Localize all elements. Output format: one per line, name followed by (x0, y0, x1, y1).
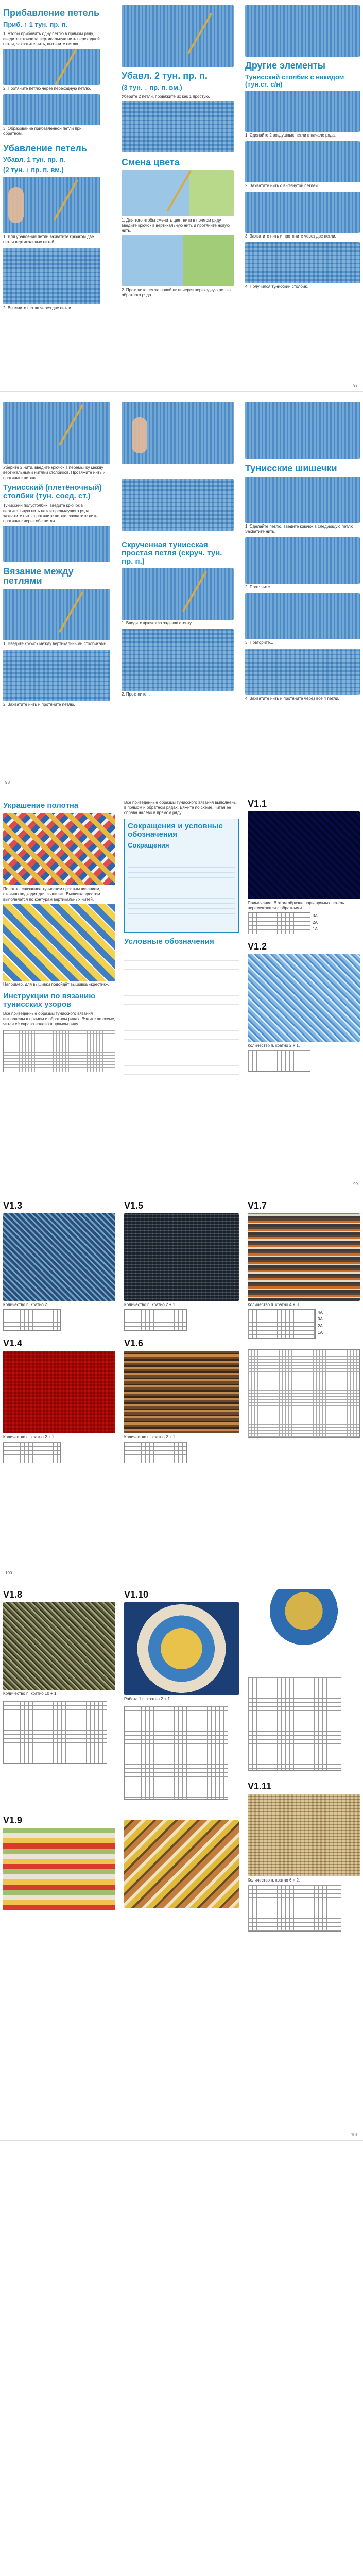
heading-instructions: Инструкции по вязанию тунисских узоров (3, 991, 96, 1009)
hand-icon (132, 417, 147, 453)
subheading-increase: Приб. ↑ 1 тун. пр. п. (3, 20, 67, 28)
heading-other: Другие элементы (245, 60, 326, 71)
swatch-v1-11 (248, 1794, 360, 1876)
pattern-v1-2-label: V1.2 (248, 941, 267, 952)
chart-grid (248, 912, 310, 934)
chart-v1-11 (248, 1885, 341, 1932)
illustration-tunisian-post (3, 526, 110, 562)
heading-increase: Прибавление петель (3, 8, 100, 18)
heading-crossed: Скрученная тунисская простая петля (скруч. тун. пр. п.) (122, 540, 222, 566)
caption-decrease-2: 2. Вытяните петлю через две петли. (3, 305, 73, 310)
text-v1-2: Количество п. кратно 2 + 1. (248, 1043, 300, 1048)
heading-decrease: Убавление петель (3, 143, 87, 154)
column-middle (121, 1589, 242, 1908)
row-label: 1A (313, 927, 318, 931)
subheading-decrease-2: (2 тун. ↓ пр. п. вм.) (3, 166, 64, 174)
text-v1-6: Количество п. кратно 2 + 1. (124, 1435, 177, 1439)
illustration-crossed-2 (122, 629, 234, 691)
illustration-circle-right (248, 1589, 360, 1662)
illustration-crossed-1 (122, 568, 234, 620)
illustration-between-1 (3, 589, 110, 640)
illustration-bobbles-4 (245, 649, 360, 695)
illustration-increase-2 (3, 94, 100, 125)
pattern-v1-5-label: V1.5 (124, 1200, 144, 1211)
text-v1-8: Количество п. кратно 10 + 1. (3, 1691, 58, 1696)
illustration-other-3 (245, 192, 360, 233)
chart-row-labels (313, 912, 318, 933)
subheading-dec2: (3 тун. ↓ пр. п. вм.) (122, 83, 182, 91)
swatch-v1-1 (248, 811, 360, 899)
chart-v1-10 (124, 1706, 228, 1800)
pattern-v1-6-label: V1.6 (124, 1338, 144, 1348)
caption-crossed-1: 1. Введите крючок за заднюю стенку. (122, 621, 193, 626)
caption-color: 2. Протяните петлю новой нити через переходную петлю обратного ряда. (122, 287, 231, 298)
row-label: 1A (318, 1330, 323, 1335)
illustration-color-2 (122, 235, 234, 286)
illustration-p2-top (3, 402, 110, 464)
illustration-middle-top (122, 5, 234, 67)
caption-other-1: 1. Сделайте 2 воздушных петли в начале ряда. (245, 133, 336, 138)
hook-icon (54, 179, 78, 221)
illustration-color-1 (122, 170, 234, 216)
caption-increase-1: 2. Протяните петлю через переходную петлю. (3, 86, 91, 91)
caption-decrease-1: 1. Для убавления петли захватите крючком две петли вертикальных нитей. (3, 234, 94, 244)
swatch-v1-7 (248, 1213, 360, 1301)
text-v1-11: Количество п. кратно 6 + 2. (248, 1878, 300, 1883)
heading-between: Вязание между петлями (3, 566, 74, 586)
caption-increase-2: 3. Образование прибавленной петли при обратном. (3, 126, 82, 136)
illustration-decrease-2 (3, 248, 100, 304)
page-98 (0, 397, 363, 788)
chart-v1-4 (3, 1442, 61, 1463)
swatch-v1-5 (124, 1213, 239, 1301)
pattern-v1-4-label: V1.4 (3, 1338, 23, 1348)
hook-icon (187, 13, 212, 54)
legend-grid (248, 1349, 360, 1438)
subheading-abbr: Сокращения (128, 841, 169, 849)
caption-crossed-2: 2. Протяните... (122, 692, 150, 697)
page-number: 100 (5, 1571, 12, 1575)
text-v1-5: Количество п. кратно 2 + 1. (124, 1302, 177, 1307)
column-right (242, 402, 363, 704)
hook-icon (59, 404, 83, 446)
text-increase: 1. Чтобы прибавить одну петлю в прямом ряду, введите крючок за вертикальную нить переходной петли, захватите нить, вытяните петлю. (3, 31, 100, 46)
column-left (0, 1589, 118, 1910)
column-right (245, 799, 363, 1072)
swatch-v1-6 (124, 1351, 239, 1433)
swatch-v1-4 (3, 1351, 115, 1433)
chart-v1-2 (248, 1050, 310, 1072)
illustration-p2-right-top (245, 402, 360, 459)
swatch-v1-10 (124, 1602, 239, 1695)
column-right (242, 5, 363, 293)
text-dec2: Уберите 2 петли, провяжите их как 1 простую. (122, 94, 210, 99)
illustration-decor-2 (3, 904, 115, 981)
illustration-other-1 (245, 91, 360, 132)
chart-row-labels (318, 1309, 323, 1339)
row-label: 4A (318, 1310, 323, 1315)
caption-bobbles-2: 2. Протяните... (245, 584, 273, 589)
page-number: 98 (5, 780, 10, 785)
column-middle (118, 5, 237, 301)
caption-bobbles-4: 4. Захватите нить и протяните через все 4 петли. (245, 696, 339, 701)
caption-between-2: 2. Захватите нить и протяните петлю. (3, 702, 75, 707)
abbreviation-list (128, 852, 235, 929)
page-number: 99 (353, 1182, 358, 1187)
chart-grid (248, 1309, 316, 1339)
hook-icon (167, 170, 192, 211)
illustration-other-4 (245, 242, 360, 283)
hook-icon (54, 49, 78, 85)
caption-other-4: 4. Получился тунисский столбик. (245, 284, 308, 290)
text-tunisian-post: Тунисский полустолбик: введите крючок в вертикальную нить петли предыдущего ряда, захватите нить, протяните петлю, захватите нить, протяните через обе петли. (3, 503, 99, 523)
page-100 (0, 1195, 363, 1579)
column-left (0, 799, 118, 1072)
text-v1-7: Количество п. кратно 4 + 3. (248, 1302, 300, 1307)
pattern-v1-7-label: V1.7 (248, 1200, 267, 1211)
text-v1-10: Работа 1 п. кратно 2 + 1. (124, 1697, 171, 1701)
text-v1-1: Примечание: В этом образце пары прямых петель перемежаются с обратными. (248, 901, 344, 910)
column-middle (121, 1200, 242, 1463)
diagram-instructions (3, 1030, 115, 1072)
swatch-v1-2 (248, 954, 360, 1042)
hand-icon (8, 187, 24, 223)
chart-v1-10-right (248, 1677, 341, 1771)
column-left (0, 5, 103, 314)
caption-other-3: 3. Захватите нить и протяните через две петли. (245, 234, 336, 239)
caption-other-2: 2. Захватите нить с вытянутой петлей. (245, 183, 319, 189)
column-middle (121, 799, 242, 1083)
illustration-dec2 (122, 101, 234, 152)
heading-decor: Украшение полотна (3, 801, 79, 810)
page-number: 101 (351, 2132, 358, 2137)
heading-legend: Условные обозначения (124, 937, 214, 946)
illustration-bobbles-1 (245, 477, 360, 523)
illustration-increase-1 (3, 49, 100, 85)
illustration-p2-mid-2 (122, 479, 234, 531)
row-label: 2A (318, 1324, 323, 1328)
swatch-v1-9-wide (124, 1820, 239, 1908)
pattern-v1-3-label: V1.3 (3, 1200, 23, 1211)
chart-v1-1 (248, 912, 360, 934)
column-left (0, 1200, 118, 1463)
chart-v1-3 (3, 1309, 61, 1331)
swatch-v1-9 (3, 1828, 115, 1910)
hook-icon (182, 571, 207, 612)
text-color: 1. Для того чтобы сменить цвет нити в прямом ряду, введите крючок в вертикальную нить и протяните новую нить. (122, 218, 230, 233)
illustration-right-top (245, 5, 360, 57)
heading-color: Смена цвета (122, 157, 180, 167)
hook-icon (59, 591, 83, 633)
page-97 (0, 0, 363, 392)
caption-decor: Например, для вышивки подойдёт вышивка «крестик». (3, 981, 109, 987)
column-right (245, 1200, 363, 1438)
column-middle (118, 402, 237, 700)
illustration-decor-diamond (3, 813, 115, 885)
legend-list (124, 949, 239, 1083)
heading-tunisian-post: Тунисский (плетёночный) столбик (тун. соед. ст.) (3, 483, 102, 500)
caption-bobbles-3: 3. Повторите... (245, 640, 273, 645)
page-101 (0, 1584, 363, 2141)
pattern-v1-9-label: V1.9 (3, 1815, 23, 1825)
text-p2-top: Уберите 2 нити, введите крючок в перемычку между вертикальными нитями столбиков. Провяжите нить и протяните петлю. (3, 465, 106, 480)
illustration-bobbles-2 (245, 537, 360, 584)
heading-dec2: Убавл. 2 тун. пр. п. (122, 71, 208, 81)
chart-v1-5 (124, 1309, 187, 1331)
illustration-p2-mid-top (122, 402, 234, 464)
caption-between-1: 1. Введите крючок между вертикальными столбиками. (3, 641, 108, 647)
illustration-between-2 (3, 650, 110, 701)
column-right (245, 1589, 363, 1932)
caption-bobbles-1: 1. Сделайте петлю, введите крючок в следующую петлю. Захватите нить. (245, 523, 355, 534)
row-label: 3A (313, 913, 318, 918)
pattern-v1-1-label: V1.1 (248, 799, 267, 809)
chart-v1-6 (124, 1442, 187, 1463)
text-v1-4: Количество п. кратно 2 + 1. (3, 1435, 56, 1439)
illustration-bobbles-3 (245, 593, 360, 639)
column-left (0, 402, 113, 710)
pattern-v1-11-label: V1.11 (248, 1781, 272, 1791)
row-label: 2A (313, 920, 318, 925)
page-99 (0, 793, 363, 1190)
chart-v1-8 (3, 1701, 107, 1764)
pattern-v1-10-label: V1.10 (124, 1589, 149, 1600)
text-v1-3: Количество п. кратно 2. (3, 1302, 48, 1307)
heading-abbr: Сокращения и условные обозначения (128, 822, 223, 839)
swatch-v1-3 (3, 1213, 115, 1301)
abbreviations-box (124, 819, 239, 933)
text-abbr-intro: Все приведённые образцы тунисского вязания выполнены в прямом и обратном рядах. Вяжите по схеме, читая её справа налево в прямом ряду. (124, 800, 237, 815)
pattern-v1-8-label: V1.8 (3, 1589, 23, 1600)
page-number: 97 (353, 383, 358, 388)
subheading-other: Тунисский столбик с накидом (тун.ст. с/н) (245, 73, 344, 88)
illustration-other-2 (245, 141, 360, 182)
text-instructions: Все приведённые образцы тунисского вязания выполнены в прямом и обратном рядах. Вяжите по схеме, читая её справа налево в прямом ряду. (3, 1011, 115, 1027)
illustration-decrease-1 (3, 177, 100, 233)
subheading-decrease: Убавл. 1 тун. пр. п. (3, 156, 65, 164)
row-label: 3A (318, 1317, 323, 1321)
heading-bobbles: Тунисские шишечки (245, 463, 337, 473)
text-decor: Полотно, связанное тунисским простым вязанием, отлично подходит для вышивки. Вышивка крестом выполняется по контурам вертикальных нитей. (3, 886, 100, 902)
swatch-v1-8 (3, 1602, 115, 1690)
chart-v1-7 (248, 1309, 360, 1339)
